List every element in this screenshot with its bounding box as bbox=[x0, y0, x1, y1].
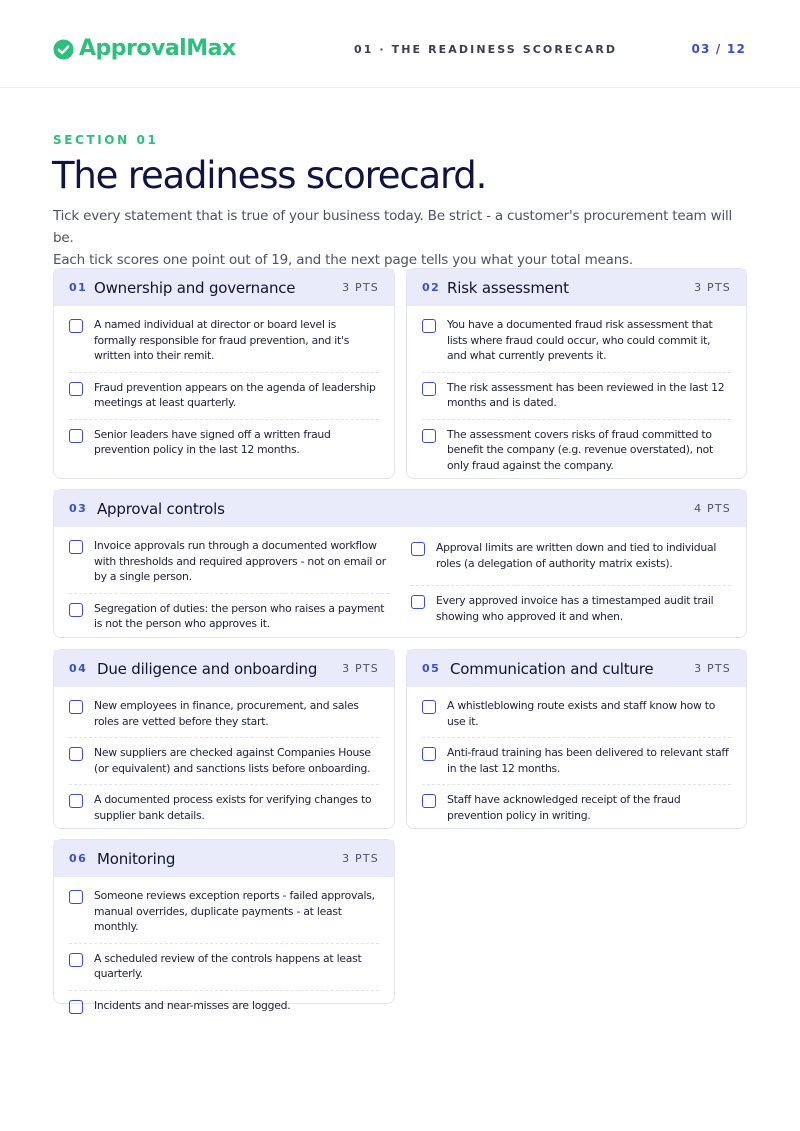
checkbox[interactable] bbox=[69, 1000, 83, 1014]
card-number: 06 bbox=[69, 852, 88, 865]
card-header bbox=[407, 269, 746, 306]
checklist-item[interactable] bbox=[69, 691, 379, 738]
checklist-item-text: The risk assessment has been reviewed in the last 12 months and is dated. bbox=[447, 380, 725, 409]
checklist-item[interactable] bbox=[69, 785, 379, 831]
checklist-item[interactable] bbox=[422, 785, 731, 831]
card-title: Due diligence and onboarding bbox=[97, 659, 318, 678]
checklist-item-text: A named individual at director or board level is formally responsible for fraud prevention, and it's written into their remit. bbox=[94, 318, 350, 362]
checklist-item[interactable] bbox=[69, 881, 379, 944]
checklist-item-text: Segregation of duties: the person who raises a payment is not the person who approves it. bbox=[94, 601, 385, 630]
checklist-item[interactable] bbox=[422, 420, 731, 482]
checklist-item-text: You have a documented fraud risk assessment that lists where fraud could occur, who could commit it, and what currently prevents it. bbox=[447, 318, 713, 362]
checkbox[interactable] bbox=[69, 382, 83, 396]
checkbox[interactable] bbox=[422, 319, 436, 333]
checkbox[interactable] bbox=[411, 542, 425, 556]
card-title: Ownership and governance bbox=[94, 278, 296, 297]
checklist-item-text: Senior leaders have signed off a written fraud prevention policy in the last 12 months. bbox=[94, 427, 331, 456]
card-number: 03 bbox=[69, 502, 88, 515]
checklist-item-text: A whistleblowing route exists and staff know how to use it. bbox=[447, 699, 716, 728]
card-monitoring bbox=[53, 839, 395, 1012]
card-number: 02 bbox=[422, 281, 441, 294]
logo-text: ApprovalMax bbox=[79, 36, 236, 61]
card-points: 4 PTS bbox=[694, 502, 731, 515]
card-points: 3 PTS bbox=[694, 281, 731, 294]
checkbox[interactable] bbox=[422, 747, 436, 761]
checklist-item-text: Every approved invoice has a timestamped audit trail showing who approved it and when. bbox=[436, 594, 714, 623]
checklist-item[interactable] bbox=[422, 691, 731, 738]
checklist-item-text: Fraud prevention appears on the agenda of leadership meetings at least quarterly. bbox=[94, 380, 376, 409]
card-points: 3 PTS bbox=[694, 662, 731, 675]
checklist-item-text: The assessment covers risks of fraud committed to benefit the company (e.g. revenue overstated), not only fraud against the company. bbox=[447, 427, 713, 472]
intro-line: Each tick scores one point out of 19, and the next page tells you what your total means. bbox=[53, 252, 633, 268]
checkbox[interactable] bbox=[69, 953, 83, 967]
intro-paragraph bbox=[53, 205, 753, 271]
card-number: 01 bbox=[69, 281, 88, 294]
checklist-item-text: Approval limits are written down and tied to individual roles (a delegation of authority matrix exists). bbox=[436, 541, 717, 570]
card-risk-assessment bbox=[406, 268, 747, 479]
checklist-item-text: Invoice approvals run through a documented workflow with thresholds and required approvers - not on email or by a single person. bbox=[94, 539, 386, 583]
checkbox[interactable] bbox=[69, 319, 83, 333]
checkbox[interactable] bbox=[411, 595, 425, 609]
checkbox[interactable] bbox=[69, 540, 83, 554]
page-header bbox=[0, 0, 800, 88]
check-circle-icon bbox=[53, 39, 74, 60]
card-points: 3 PTS bbox=[342, 852, 379, 865]
intro-line: Tick every statement that is true of your business today. Be strict - a customer's procurement team will be. bbox=[53, 208, 733, 246]
checklist-item[interactable] bbox=[69, 944, 379, 991]
checkbox[interactable] bbox=[69, 429, 83, 443]
checklist-item-text: Incidents and near-misses are logged. bbox=[94, 998, 291, 1012]
checklist-item[interactable] bbox=[69, 594, 389, 640]
checklist-item[interactable] bbox=[422, 310, 731, 373]
card-header bbox=[54, 490, 746, 527]
checklist-item-text: New suppliers are checked against Companies House (or equivalent) and sanctions lists before onboarding. bbox=[94, 746, 371, 775]
card-communication-culture bbox=[406, 649, 747, 829]
checkbox[interactable] bbox=[422, 429, 436, 443]
checklist-item[interactable] bbox=[69, 531, 389, 594]
checklist-item[interactable] bbox=[69, 738, 379, 785]
checklist-item-text: New employees in finance, procurement, and sales roles are vetted before they start. bbox=[94, 699, 359, 728]
card-title: Communication and culture bbox=[450, 659, 654, 678]
checklist-item[interactable] bbox=[69, 373, 379, 420]
document-title: 01 · THE READINESS SCORECARD bbox=[354, 43, 618, 56]
checkbox[interactable] bbox=[69, 794, 83, 808]
card-header bbox=[407, 650, 746, 687]
card-points: 3 PTS bbox=[342, 281, 379, 294]
checklist-item[interactable] bbox=[411, 586, 731, 632]
logo bbox=[53, 36, 236, 62]
page-title: The readiness scorecard. bbox=[52, 154, 487, 197]
page-number: 03 / 12 bbox=[691, 42, 746, 56]
checkbox[interactable] bbox=[69, 700, 83, 714]
checklist-item-text: Someone reviews exception reports - failed approvals, manual overrides, duplicate payments - at least monthly. bbox=[94, 889, 375, 933]
checklist-item[interactable] bbox=[422, 738, 731, 785]
card-title: Monitoring bbox=[97, 849, 176, 868]
card-title: Risk assessment bbox=[447, 278, 569, 297]
card-due-diligence bbox=[53, 649, 395, 829]
section-eyebrow: SECTION 01 bbox=[53, 133, 159, 147]
checkbox[interactable] bbox=[69, 603, 83, 617]
checklist-item[interactable] bbox=[69, 310, 379, 373]
checkbox[interactable] bbox=[69, 890, 83, 904]
checklist-item-text: Anti-fraud training has been delivered to relevant staff in the last 12 months. bbox=[447, 746, 729, 775]
checklist-item-text: Staff have acknowledged receipt of the fraud prevention policy in writing. bbox=[447, 793, 681, 822]
checkbox[interactable] bbox=[422, 700, 436, 714]
card-points: 3 PTS bbox=[342, 662, 379, 675]
card-number: 04 bbox=[69, 662, 88, 675]
checklist-item[interactable] bbox=[69, 420, 379, 466]
card-ownership-governance bbox=[53, 268, 395, 479]
card-approval-controls bbox=[53, 489, 747, 638]
checklist-item[interactable] bbox=[411, 531, 731, 586]
card-title: Approval controls bbox=[97, 499, 225, 518]
card-header bbox=[54, 650, 394, 687]
checklist-item-text: A scheduled review of the controls happens at least quarterly. bbox=[94, 951, 362, 980]
checkbox[interactable] bbox=[422, 794, 436, 808]
checkbox[interactable] bbox=[69, 747, 83, 761]
checklist-item-text: A documented process exists for verifying changes to supplier bank details. bbox=[94, 793, 372, 822]
checklist-item[interactable] bbox=[69, 991, 379, 1022]
checklist-item[interactable] bbox=[422, 373, 731, 420]
card-number: 05 bbox=[422, 662, 441, 675]
checkbox[interactable] bbox=[422, 382, 436, 396]
card-header bbox=[54, 840, 394, 877]
card-header bbox=[54, 269, 394, 306]
